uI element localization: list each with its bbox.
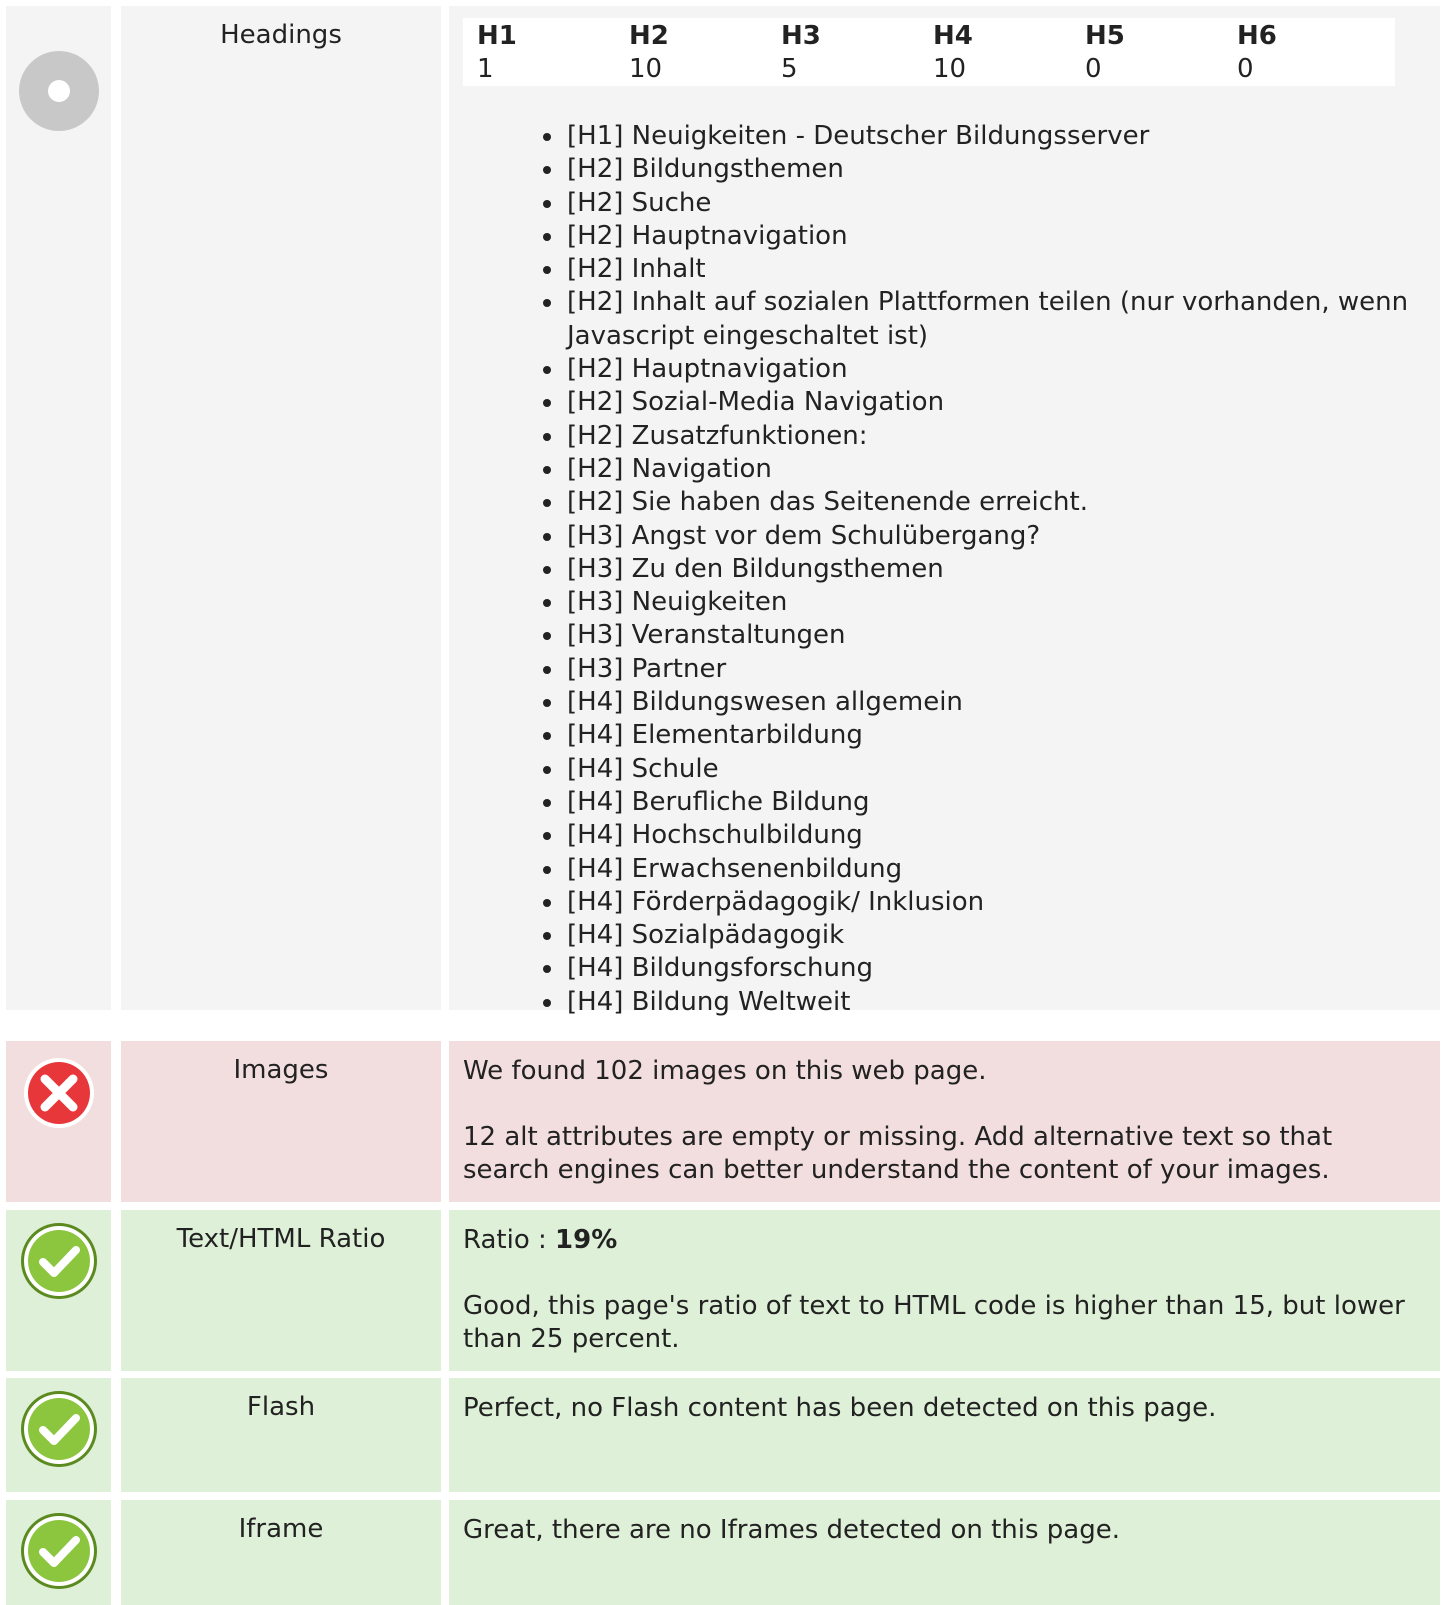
iframe-message: Great, there are no Iframes detected on this page. <box>463 1515 1121 1545</box>
ratio-note: Good, this page's ratio of text to HTML code is higher than 15, but lower than 25 percent. <box>463 1291 1405 1354</box>
ratio-row <box>6 1210 1440 1371</box>
headings-body-cell <box>449 6 1440 1017</box>
list-item: • [H4] Sozialpädagogik <box>565 919 1425 952</box>
images-body-cell <box>449 1041 1440 1202</box>
ratio-body-cell <box>449 1210 1440 1371</box>
list-item: • [H1] Neuigkeiten - Deutscher Bildungsserver <box>565 120 1425 153</box>
flash-label: Flash <box>246 1392 316 1422</box>
flash-status-cell <box>6 1378 111 1492</box>
ratio-prefix: Ratio : <box>463 1225 556 1255</box>
heading-count-label: H5 <box>1085 21 1125 51</box>
images-row <box>6 1041 1440 1202</box>
ratio-line <box>463 1224 1420 1257</box>
check-icon <box>20 1512 98 1590</box>
list-item: • [H4] Schule <box>565 753 1425 786</box>
heading-count-label: H2 <box>629 21 669 51</box>
list-item: • [H3] Zu den Bildungsthemen <box>565 553 1425 586</box>
list-item: • [H3] Angst vor dem Schulübergang? <box>565 520 1425 553</box>
check-icon <box>20 1390 98 1468</box>
list-item: • [H2] Sie haben das Seitenende erreicht. <box>565 486 1425 519</box>
list-item: • [H4] Bildungsforschung <box>565 952 1425 985</box>
images-summary: We found 102 images on this web page. <box>463 1056 987 1086</box>
list-item: • [H2] Zusatzfunktionen: <box>565 420 1425 453</box>
list-item: • [H2] Bildungsthemen <box>565 153 1425 186</box>
heading-count-h6 <box>1223 20 1379 86</box>
heading-count-label: H4 <box>933 21 973 51</box>
iframe-row <box>6 1500 1440 1605</box>
heading-count-h2 <box>615 20 771 86</box>
heading-count-label: H3 <box>781 21 821 51</box>
list-item: • [H4] Bildung Weltweit <box>565 986 1425 1019</box>
list-item: • [H2] Inhalt <box>565 253 1425 286</box>
heading-count-value: 10 <box>629 54 663 84</box>
images-label: Images <box>233 1055 329 1085</box>
ratio-label: Text/HTML Ratio <box>176 1224 386 1254</box>
headings-label-cell <box>121 6 441 1010</box>
heading-count-h1 <box>463 20 619 86</box>
error-x-icon <box>23 1057 95 1129</box>
list-item: • [H4] Elementarbildung <box>565 719 1425 752</box>
flash-message: Perfect, no Flash content has been detected on this page. <box>463 1393 1217 1423</box>
ratio-label-cell <box>121 1210 441 1371</box>
images-alt-note: 12 alt attributes are empty or missing. Add alternative text so that search engines can better understand the content of your images. <box>463 1122 1333 1185</box>
heading-count-h3 <box>767 20 923 86</box>
headings-label: Headings <box>220 20 342 50</box>
iframe-label: Iframe <box>238 1514 324 1544</box>
heading-count-value: 0 <box>1237 54 1254 84</box>
list-item: • [H2] Sozial-Media Navigation <box>565 386 1425 419</box>
heading-count-value: 1 <box>477 54 494 84</box>
flash-label-cell <box>121 1378 441 1492</box>
list-item: • [H2] Hauptnavigation <box>565 220 1425 253</box>
heading-count-h4 <box>919 20 1075 86</box>
list-item: • [H3] Partner <box>565 653 1425 686</box>
headings-status-cell <box>6 6 111 1010</box>
list-item: • [H3] Neuigkeiten <box>565 586 1425 619</box>
list-item: • [H4] Berufliche Bildung <box>565 786 1425 819</box>
list-item: • [H2] Hauptnavigation <box>565 353 1425 386</box>
list-item: • [H2] Inhalt auf sozialen Plattformen teilen (nur vorhanden, wenn Javascript eingeschaltet ist) <box>565 286 1425 353</box>
flash-body-cell <box>449 1378 1440 1492</box>
list-item: • [H2] Navigation <box>565 453 1425 486</box>
headings-list <box>540 120 1425 1019</box>
list-item: • [H4] Bildungswesen allgemein <box>565 686 1425 719</box>
iframe-status-cell <box>6 1500 111 1605</box>
check-icon <box>20 1222 98 1300</box>
heading-count-label: H6 <box>1237 21 1277 51</box>
ratio-value: 19% <box>555 1225 618 1255</box>
heading-count-value: 10 <box>933 54 967 84</box>
images-status-cell <box>6 1041 111 1202</box>
images-label-cell <box>121 1041 441 1202</box>
list-item: • [H4] Förderpädagogik/ Inklusion <box>565 886 1425 919</box>
heading-count-value: 5 <box>781 54 798 84</box>
heading-count-value: 0 <box>1085 54 1102 84</box>
heading-count-h5 <box>1071 20 1227 86</box>
flash-row <box>6 1378 1440 1492</box>
list-item: • [H4] Hochschulbildung <box>565 819 1425 852</box>
ratio-status-cell <box>6 1210 111 1371</box>
heading-count-label: H1 <box>477 21 517 51</box>
headings-count-table <box>463 18 1395 86</box>
list-item: • [H3] Veranstaltungen <box>565 619 1425 652</box>
headings-row <box>6 6 1440 1017</box>
neutral-circle-icon <box>18 50 100 132</box>
list-item: • [H4] Erwachsenenbildung <box>565 853 1425 886</box>
iframe-label-cell <box>121 1500 441 1605</box>
iframe-body-cell <box>449 1500 1440 1605</box>
list-item: • [H2] Suche <box>565 187 1425 220</box>
